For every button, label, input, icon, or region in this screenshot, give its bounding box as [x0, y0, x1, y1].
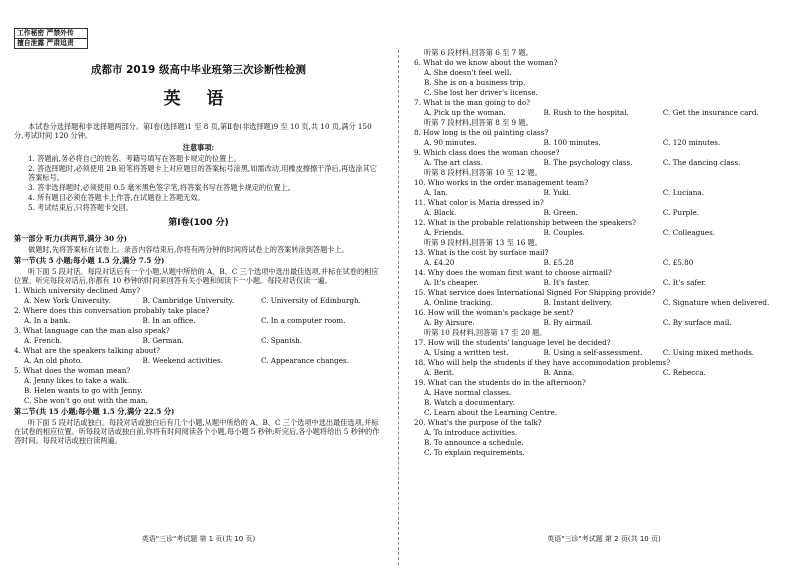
stamp-line-1: 工作秘密 严禁外传 — [17, 29, 74, 37]
option-c: C. Colleagues. — [662, 228, 716, 237]
question-text: Which class does the woman choose? — [423, 148, 560, 157]
option-b: B. £5.28 — [543, 258, 574, 267]
option-b: B. It's faster. — [543, 278, 590, 287]
option-b: B. In an office. — [142, 315, 196, 325]
listening-instruction: 听第 7 段材料,回答第 8 至 9 题。 — [424, 118, 533, 127]
part1-description: 做题时,先将答案标在试卷上。录音内容结束后,你将有两分钟的时间将试卷上的答案转涂到答题卡上。 — [28, 244, 349, 254]
question-text: Why does the woman first want to choose airmail? — [427, 268, 612, 277]
question-text: Who will help the students if they have accommodation problems? — [427, 358, 671, 367]
page-footer: 英语"三诊"考试题 第 1 页(共 10 页) — [141, 535, 256, 543]
page-footer: 英语"三诊"考试题 第 2 页(共 10 页) — [547, 535, 661, 543]
option-c: C. Rebecca. — [662, 368, 706, 377]
section2-heading: 第二节(共 15 小题;每小题 1.5 分,满分 22.5 分) — [14, 406, 175, 416]
section2-description: 听下面 5 段对话或独白。每段对话或独白后有几个小题,从题中所给的 A、B、C 三个选项中选出最佳选项,并标在试卷的相应位置。听每段对话或独白前,你将有时间阅读各个小题,每小题 5 秒钟;听完后,各小题将给出 5 秒钟的作答时间。每段对话或独白读两遍。 — [14, 417, 380, 445]
listening-instruction: 听第 8 段材料,回答第 10 至 12 题。 — [424, 168, 542, 177]
option-a: A. Using a written test. — [424, 348, 509, 357]
option-a: A. By Airsure. — [424, 318, 475, 327]
option-b: B. Anna. — [543, 368, 575, 377]
option-a: A. It's cheaper. — [424, 278, 479, 287]
listening-instruction: 听第 6 段材料,回答第 6 至 7 题。 — [424, 48, 533, 57]
option-c: C. She won't go out with the man. — [24, 395, 148, 405]
note-item: 2. 答选择题时,必须使用 2B 铅笔将答题卡上对应题目的答案标号涂黑,如需改动,用橡皮擦擦干净后,再选涂其它答案标号。 — [28, 164, 377, 183]
question-6: 6. What do we know about the woman? A. She doesn't feel well. B. She is on a business trip. C. She lost her driver's license. — [414, 58, 786, 97]
option-a: A. The art class. — [424, 158, 483, 167]
option-a: A. An old photo. — [24, 355, 83, 365]
notes-heading: 注意事项: — [182, 143, 215, 153]
option-c: C. She lost her driver's license. — [424, 88, 538, 97]
page-2 — [400, 0, 794, 575]
option-a: A. French. — [24, 335, 63, 345]
question-text: What are the speakers talking about? — [23, 345, 161, 355]
option-b: B. Couples. — [543, 228, 585, 237]
option-c: C. Get the insurance card. — [662, 108, 759, 117]
question-text: How will the woman's package be sent? — [427, 308, 574, 317]
option-a: A. Online tracking. — [424, 298, 493, 307]
part1-heading: 第一部分 听力(共两节,满分 30 分) — [14, 233, 128, 243]
part-title: 第Ⅰ卷(100 分) — [168, 218, 229, 229]
option-a: A. To introduce activities. — [424, 428, 518, 437]
intro-text: 本试卷分选择题和非选择题两部分。第Ⅰ卷(选择题)1 至 8 页,第Ⅱ卷(非选择题)9 至 10 页,共 10 页,满分 150 分,考试时间 120 分钟。 — [14, 122, 372, 141]
question-text: Which university declined Amy? — [23, 285, 141, 295]
option-b: B. 100 minutes. — [543, 138, 601, 147]
option-a: A. She doesn't feel well. — [424, 68, 512, 77]
subject-title: 英 语 — [163, 89, 234, 110]
option-b: B. Helen wants to go with Jenny. — [24, 385, 143, 395]
stamp-line-2: 擅自泄露 严肃追责 — [15, 38, 87, 48]
question-3: 3. What language can the man also speak? A. French. B. German. C. Spanish. — [14, 326, 383, 345]
note-item: 1. 答题前,务必将自己的姓名、考籍号填写在答题卡规定的位置上。 — [28, 154, 241, 164]
question-text: What is the man going to do? — [423, 98, 530, 107]
question-17: 17. How will the students' language level be decided? A. Using a written test. B. Using a self-assessment. C. Using mixed methods. — [414, 338, 786, 357]
option-c: C. Purple. — [662, 208, 700, 217]
option-c: C. £5.80 — [662, 258, 694, 267]
option-b: B. German. — [142, 335, 184, 345]
question-text: What color is Maria dressed in? — [427, 198, 544, 207]
section1-description: 听下面 5 段对话。每段对话后有一个小题,从题中所给的 A、B、C 三个选项中选出最佳选项,并标在试卷的相应位置。听完每段对话后,你都有 10 秒钟的时间来回答有关小题和阅读下一小题。每段对话仅读一遍。 — [14, 266, 379, 285]
option-a: A. 90 minutes. — [424, 138, 477, 147]
listening-instruction: 听第 10 段材料,回答第 17 至 20 题。 — [424, 328, 547, 337]
option-b: B. The psychology class. — [543, 158, 633, 167]
question-10: 10. Who works in the order management team? A. Ian. B. Yuki. C. Luciana. — [414, 178, 786, 197]
question-text: What can the students do in the afternoon? — [427, 378, 586, 387]
option-c: C. Luciana. — [662, 188, 704, 197]
option-b: B. Watch a documentary. — [424, 398, 515, 407]
option-c: C. University of Edinburgh. — [260, 295, 361, 305]
question-15: 15. What service does International Signed For Shipping provide? A. Online tracking. B. Instant delivery. C. Signature when delivered. — [414, 288, 786, 307]
question-9: 9. Which class does the woman choose? A. The art class. B. The psychology class. C. The dancing class. — [414, 148, 786, 167]
option-a: A. Jenny likes to take a walk. — [24, 375, 130, 385]
option-a: A. In a bank. — [24, 315, 71, 325]
note-item: 4. 所有题目必须在答题卡上作答,在试题卷上答题无效。 — [28, 193, 205, 203]
listening-instruction: 听第 9 段材料,回答第 13 至 16 题。 — [424, 238, 542, 247]
question-text: What's the purpose of the talk? — [427, 418, 542, 427]
question-text: What is the cost by surface mail? — [427, 248, 549, 257]
question-19: 19. What can the students do in the afternoon? A. Have normal classes. B. Watch a documentary. C. Learn about the Learning Centre. — [414, 378, 786, 417]
question-8: 8. How long is the oil painting class? A. 90 minutes. B. 100 minutes. C. 120 minutes. — [414, 128, 786, 147]
option-a: A. Berit. — [424, 368, 455, 377]
question-text: Who works in the order management team? — [427, 178, 589, 187]
question-7: 7. What is the man going to do? A. Pick up the woman. B. Rush to the hospital. C. Get the insurance card. — [414, 98, 786, 117]
option-b: B. She is on a business trip. — [424, 78, 526, 87]
option-c: C. Spanish. — [260, 335, 303, 345]
option-a: A. New York University. — [24, 295, 111, 305]
option-c: C. Using mixed methods. — [662, 348, 755, 357]
question-4: 4. What are the speakers talking about? A. An old photo. B. Weekend activities. C. Appearance changes. — [14, 346, 383, 365]
option-c: C. To explain requirements. — [424, 448, 525, 457]
question-text: How will the students' language level be decided? — [427, 338, 611, 347]
option-c: C. In a computer room. — [260, 315, 346, 325]
question-text: What service does International Signed For Shipping provide? — [427, 288, 656, 297]
question-20: 20. What's the purpose of the talk? A. To introduce activities. B. To announce a schedule. C. To explain requirements. — [414, 418, 786, 457]
option-c: C. Appearance changes. — [260, 355, 349, 365]
option-c: C. By surface mail. — [662, 318, 732, 327]
option-c: C. Signature when delivered. — [662, 298, 770, 307]
option-b: B. Rush to the hospital. — [543, 108, 629, 117]
question-text: What is the probable relationship between the speakers? — [427, 218, 636, 227]
question-text: What language can the man also speak? — [23, 325, 170, 335]
option-c: C. 120 minutes. — [662, 138, 721, 147]
question-text: What does the woman mean? — [23, 365, 131, 375]
option-b: B. To announce a schedule. — [424, 438, 524, 447]
question-18: 18. Who will help the students if they have accommodation problems? A. Berit. B. Anna. C. Rebecca. — [414, 358, 786, 377]
option-b: B. Instant delivery. — [543, 298, 613, 307]
option-a: A. Ian. — [424, 188, 448, 197]
note-item: 3. 答非选择题时,必须使用 0.5 毫米黑色签字笔,将答案书写在答题卡规定的位置上。 — [28, 183, 295, 193]
option-b: B. By airmail. — [543, 318, 593, 327]
question-12: 12. What is the probable relationship between the speakers? A. Friends. B. Couples. C. Colleagues. — [414, 218, 786, 237]
option-a: A. £4.20 — [424, 258, 455, 267]
page-divider — [398, 50, 399, 565]
question-text: How long is the oil painting class? — [423, 128, 549, 137]
option-c: C. Learn about the Learning Centre. — [424, 408, 557, 417]
question-2: 2. Where does this conversation probably take place? A. In a bank. B. In an office. C. In a computer room. — [14, 306, 383, 325]
option-b: B. Yuki. — [543, 188, 571, 197]
question-1: 1. Which university declined Amy? A. New York University. B. Cambridge University. C. University of Edinburgh. — [14, 286, 383, 305]
question-text: What do we know about the woman? — [423, 58, 558, 67]
section1-heading: 第一节(共 5 小题;每小题 1.5 分,满分 7.5 分) — [14, 255, 165, 265]
question-16: 16. How will the woman's package be sent? A. By Airsure. B. By airmail. C. By surface mail. — [414, 308, 786, 327]
option-c: C. It's safer. — [662, 278, 707, 287]
option-b: B. Cambridge University. — [142, 295, 234, 305]
question-5: 5. What does the woman mean? A. Jenny likes to take a walk. B. Helen wants to go with Jenny. C. She won't go out with the man. — [14, 366, 383, 405]
option-a: A. Have normal classes. — [424, 388, 512, 397]
option-a: A. Black. — [424, 208, 457, 217]
question-text: Where does this conversation probably take place? — [23, 305, 210, 315]
option-b: B. Using a self-assessment. — [543, 348, 643, 357]
exam-title: 成都市 2019 级高中毕业班第三次诊断性检测 — [90, 64, 307, 76]
option-b: B. Green. — [543, 208, 578, 217]
option-a: A. Pick up the woman. — [424, 108, 506, 117]
question-14: 14. Why does the woman first want to choose airmail? A. It's cheaper. B. It's faster. C. It's safer. — [414, 268, 786, 287]
option-c: C. The dancing class. — [662, 158, 741, 167]
question-13: 13. What is the cost by surface mail? A. £4.20 B. £5.28 C. £5.80 — [414, 248, 786, 267]
option-a: A. Friends. — [424, 228, 464, 237]
question-11: 11. What color is Maria dressed in? A. Black. B. Green. C. Purple. — [414, 198, 786, 217]
note-item: 5. 考试结束后,只将答题卡交回。 — [28, 203, 133, 213]
option-b: B. Weekend activities. — [142, 355, 224, 365]
